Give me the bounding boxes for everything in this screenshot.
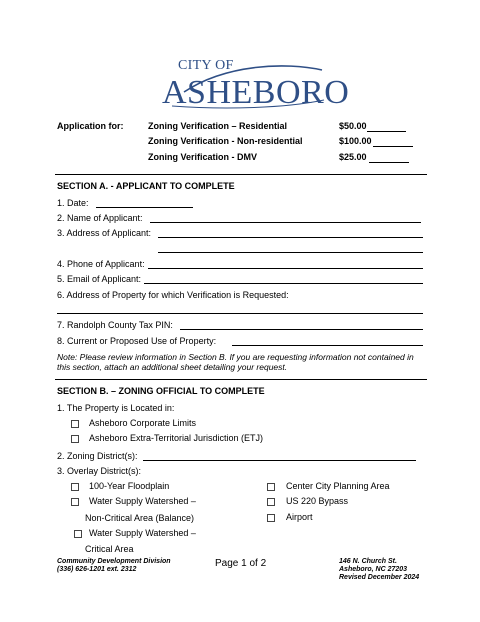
section-a-note-line-1: Note: Please review information in Section B. If you are requesting information not contained in <box>57 352 414 362</box>
footer-phone: (336) 626-1201 ext. 2312 <box>57 566 137 573</box>
zoning-district-label: 2. Zoning District(s): <box>57 451 138 461</box>
corporate-limits-checkbox[interactable] <box>71 420 79 428</box>
application-for-label: Application for: <box>57 121 124 131</box>
center-city-checkbox[interactable] <box>267 483 275 491</box>
located-in-label: 1. The Property is Located in: <box>57 403 175 413</box>
footer-revised: Revised December 2024 <box>339 574 420 581</box>
applicant-address-field-1[interactable] <box>158 237 423 238</box>
applicant-phone-label: 4. Phone of Applicant: <box>57 259 145 269</box>
ws-critical-checkbox[interactable] <box>74 530 82 538</box>
fee-residential: $50.00 <box>339 121 367 131</box>
footer-city: Asheboro, NC 27203 <box>339 566 408 573</box>
logo-city-text: CITY OF <box>178 58 234 73</box>
property-use-field[interactable] <box>232 345 423 346</box>
applicant-name-field[interactable] <box>150 222 421 223</box>
section-a-note-line-2: this section, attach an additional sheet detailing your request. <box>57 362 288 372</box>
center-city-label: Center City Planning Area <box>286 481 390 491</box>
applicant-email-label: 5. Email of Applicant: <box>57 274 142 284</box>
section-a-title: SECTION A. - APPLICANT TO COMPLETE <box>57 181 235 191</box>
section-b-divider <box>55 379 427 380</box>
fee-nonresidential: $100.00 <box>339 136 372 146</box>
airport-checkbox[interactable] <box>267 514 275 522</box>
property-address-field[interactable] <box>57 313 423 314</box>
applicant-phone-field[interactable] <box>148 268 423 269</box>
applicant-name-label: 2. Name of Applicant: <box>57 213 143 223</box>
page-number: Page 1 of 2 <box>215 558 267 569</box>
tax-pin-field[interactable] <box>180 329 423 330</box>
property-address-label: 6. Address of Property for which Verification is Requested: <box>57 290 289 300</box>
applicant-email-field[interactable] <box>144 283 423 284</box>
applicant-address-label: 3. Address of Applicant: <box>57 228 152 238</box>
footer-street: 146 N. Church St. <box>339 558 397 565</box>
etj-label: Asheboro Extra-Territorial Jurisdiction (ETJ) <box>89 433 264 443</box>
date-field[interactable] <box>96 207 193 208</box>
overlay-district-label: 3. Overlay District(s): <box>57 466 142 476</box>
date-label: 1. Date: <box>57 198 89 208</box>
fee-residential-blank[interactable] <box>367 131 406 132</box>
applicant-address-field-2[interactable] <box>158 252 423 253</box>
footer-division: Community Development Division <box>57 558 171 565</box>
ws-noncritical-label-1: Water Supply Watershed – <box>89 496 196 506</box>
floodplain-label: 100-Year Floodplain <box>89 481 170 491</box>
tax-pin-label: 7. Randolph County Tax PIN: <box>57 320 173 330</box>
ws-critical-label-2: Critical Area <box>85 544 134 554</box>
fee-nonresidential-blank[interactable] <box>373 146 413 147</box>
zoning-district-field[interactable] <box>143 460 416 461</box>
ws-noncritical-label-2: Non-Critical Area (Balance) <box>85 513 195 523</box>
property-use-label: 8. Current or Proposed Use of Property: <box>57 336 217 346</box>
etj-checkbox[interactable] <box>71 435 79 443</box>
section-b-title: SECTION B. – ZONING OFFICIAL TO COMPLETE <box>57 386 265 396</box>
floodplain-checkbox[interactable] <box>71 483 79 491</box>
section-a-divider <box>55 174 427 175</box>
us220-label: US 220 Bypass <box>286 496 349 506</box>
us220-checkbox[interactable] <box>267 498 275 506</box>
airport-label: Airport <box>286 512 313 522</box>
fee-dmv-blank[interactable] <box>369 162 409 163</box>
fee-dmv: $25.00 <box>339 152 367 162</box>
fee-item-nonresidential: Zoning Verification - Non-residential <box>148 136 303 146</box>
logo-name-text: ASHEBORO <box>162 74 350 111</box>
ws-noncritical-checkbox[interactable] <box>71 498 79 506</box>
corporate-limits-label: Asheboro Corporate Limits <box>89 418 197 428</box>
ws-critical-label-1: Water Supply Watershed – <box>89 528 196 538</box>
fee-item-dmv: Zoning Verification - DMV <box>148 152 258 162</box>
fee-item-residential: Zoning Verification – Residential <box>148 121 288 131</box>
